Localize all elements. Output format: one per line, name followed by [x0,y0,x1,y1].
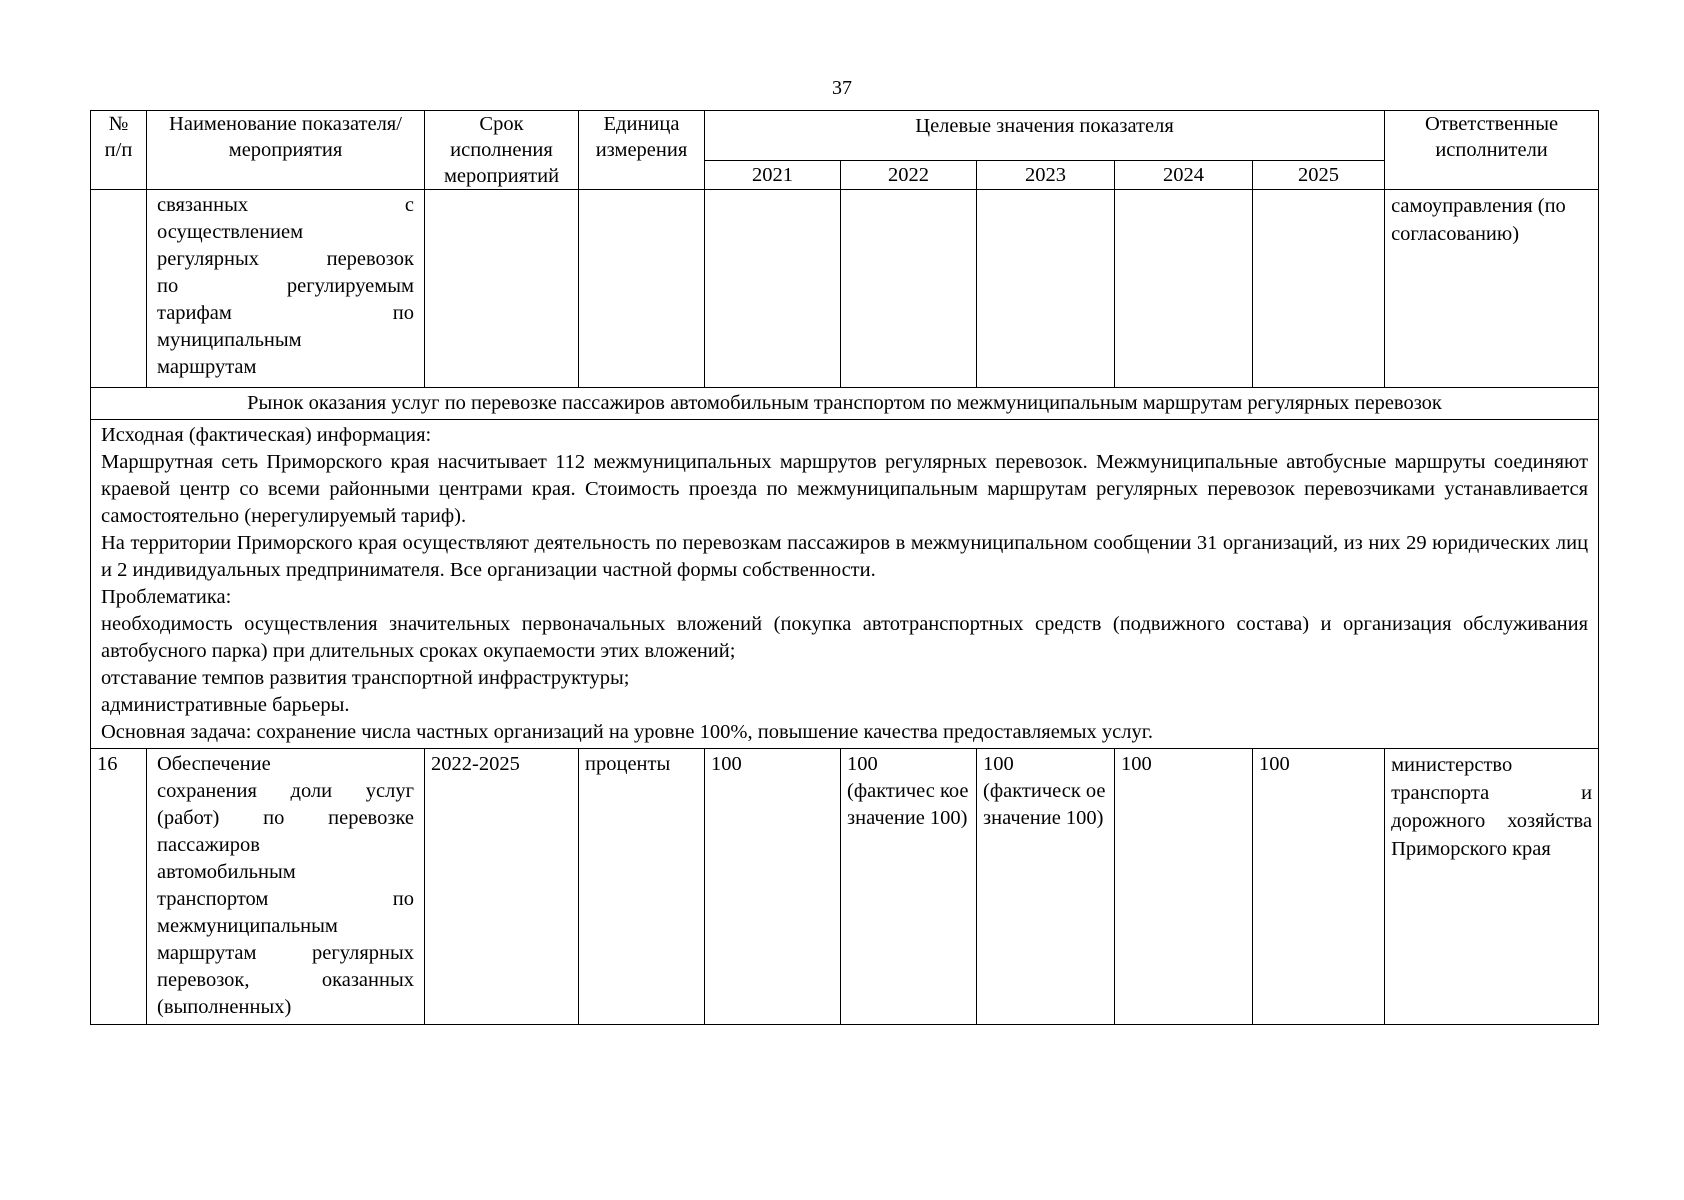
indicators-table [90,110,1599,1025]
row16-value-2022: 100 (фактичес кое значение 100) [841,749,977,1025]
row16-unit: проценты [579,749,705,1025]
info-paragraph: Исходная (фактическая) информация: [101,424,432,446]
header-year-2025: 2025 [1253,161,1385,190]
row16-value-2024: 100 [1115,749,1253,1025]
cont-name-line: маршрутам [157,356,257,378]
info-paragraph: отставание темпов развития транспортной инфраструктуры; [101,667,630,689]
cont-2022 [841,190,977,388]
header-year-2023: 2023 [977,161,1115,190]
page-number: 37 [832,77,852,99]
row16-name-line: (выполненных) [157,996,292,1018]
row16-value-2025: 100 [1253,749,1385,1025]
header-name: Наименование показателя/мероприятия [147,111,425,190]
info-paragraph: На территории Приморского края осуществляют деятельность по перевозкам пассажиров в межмуниципальном сообщении 31 организаций, из них 29 юридических лиц и 2 индивидуальных предпринимателя. Все организации частной формы собственности. [101,532,1589,581]
info-paragraph: Проблематика: [101,586,232,608]
row16-name-line: маршрутам регулярных [157,942,414,964]
cont-2024 [1115,190,1253,388]
row16-name-line: межмуниципальным [157,915,338,937]
row16-name-line: пассажиров [157,834,260,856]
cont-name-line: муниципальным [157,329,302,351]
row16-name-line: Обеспечение [157,753,271,775]
cont-name-line: регулярных перевозок [157,248,414,270]
row16-responsible: министерство транспорта и дорожного хозяйства Приморского края [1385,749,1599,1025]
row16-value-2023: 100 (фактическ ое значение 100) [977,749,1115,1025]
header-term: Срок исполнения мероприятий [425,111,579,190]
row16-num: 16 [91,749,147,1025]
cont-name-line: тарифам по [157,302,414,324]
cont-2021 [705,190,841,388]
info-paragraph: административные барьеры. [101,694,350,716]
cont-name [147,190,425,388]
row16-name-line: (работ) по перевозке [157,807,414,829]
cont-2023 [977,190,1115,388]
header-num: № п/п [91,111,147,190]
row16-name [147,749,425,1025]
cont-name-line: по регулируемым [157,275,414,297]
info-paragraph: Основная задача: сохранение числа частных организаций на уровне 100%, повышение качества предоставляемых услуг. [101,721,1153,743]
info-paragraph: необходимость осуществления значительных первоначальных вложений (покупка автотранспортных средств (подвижного состава) и организация обслуживания автобусного парка) при длительных сроках окупаемости этих вложений; [101,613,1589,662]
section-title: Рынок оказания услуг по перевозке пассажиров автомобильным транспортом по межмуниципальным маршрутам регулярных перевозок [91,388,1599,420]
cont-name-line: осуществлением [157,221,304,243]
cont-name-line: связанных с [157,194,414,216]
section-info-row [91,420,1599,749]
header-row-1 [91,111,1599,161]
row16-value-2021: 100 [705,749,841,1025]
header-unit: Единица измерения [579,111,705,190]
row16-name-line: сохранения доли услуг [157,780,414,802]
cont-2025 [1253,190,1385,388]
header-targets: Целевые значения показателя [705,111,1385,161]
section-info [91,420,1599,749]
row16-name-line: перевозок, оказанных [157,969,414,991]
header-year-2021: 2021 [705,161,841,190]
header-year-2024: 2024 [1115,161,1253,190]
continuation-row [91,190,1599,388]
header-year-2022: 2022 [841,161,977,190]
cont-term [425,190,579,388]
header-responsible: Ответственные исполнители [1385,111,1599,190]
table-row-16 [91,749,1599,1025]
cont-unit [579,190,705,388]
row16-name-line: автомобильным [157,861,296,883]
cont-responsible: самоуправления (по согласованию) [1385,190,1599,388]
row16-term: 2022-2025 [425,749,579,1025]
info-paragraph: Маршрутная сеть Приморского края насчитывает 112 межмуниципальных маршрутов регулярных перевозок. Межмуниципальные автобусные маршруты соединяют краевой центр со всеми районными центрами края. Стоимость проезда по межмуниципальным маршрутам регулярных перевозок перевозчиками устанавливается самостоятельно (нерегулируемый тариф). [101,451,1589,527]
section-title-row [91,388,1599,420]
cont-num [91,190,147,388]
row16-name-line: транспортом по [157,888,414,910]
